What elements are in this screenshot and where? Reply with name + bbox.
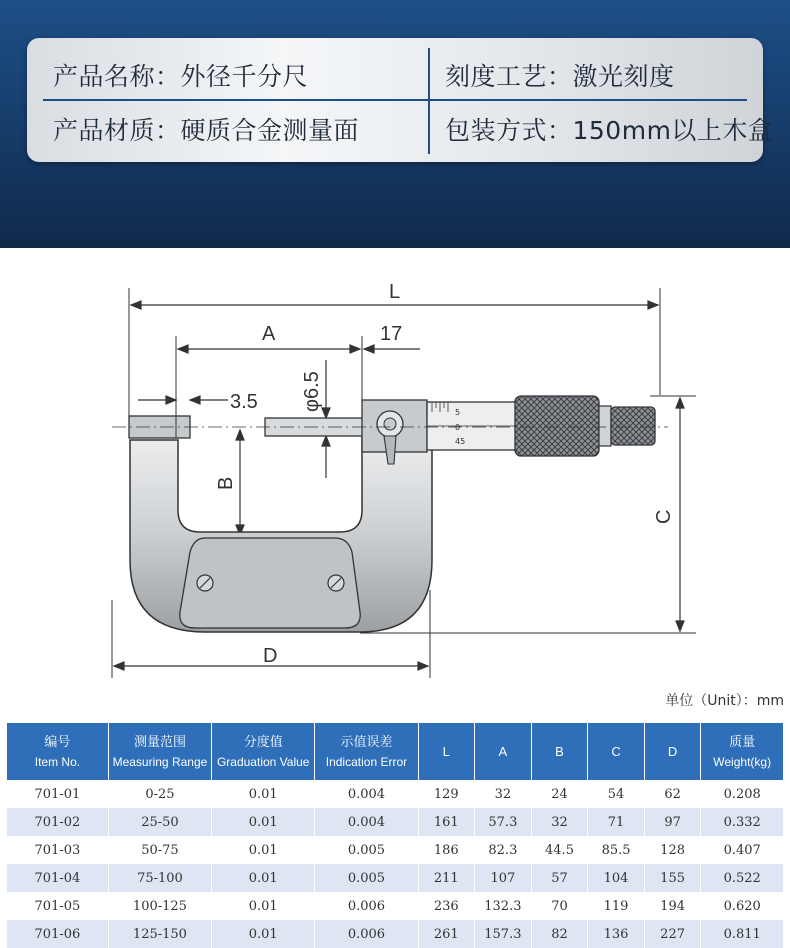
cell-C: 136 [588, 920, 644, 948]
cell-L: 261 [419, 920, 475, 948]
dim-label-D: D [263, 645, 278, 667]
cell-weight: 0.208 [701, 780, 783, 808]
cell-B: 57 [532, 864, 588, 892]
cell-A: 57.3 [475, 808, 531, 836]
cell-L: 186 [419, 836, 475, 864]
cell-item-no: 701-06 [7, 920, 108, 948]
cell-A: 107 [475, 864, 531, 892]
dim-label-A: A [262, 323, 276, 345]
header-item-no: 编号 Item No. [7, 723, 108, 780]
table-row [7, 808, 783, 836]
spec-banner [0, 0, 790, 248]
dim-label-C: C [653, 509, 675, 524]
cell-C: 54 [588, 780, 644, 808]
cell-error: 0.005 [315, 864, 417, 892]
cell-graduation: 0.01 [212, 892, 314, 920]
cell-range: 125-150 [109, 920, 211, 948]
cell-D: 227 [645, 920, 701, 948]
cell-graduation: 0.01 [212, 864, 314, 892]
cell-graduation: 0.01 [212, 836, 314, 864]
cell-item-no: 701-01 [7, 780, 108, 808]
cell-C: 85.5 [588, 836, 644, 864]
table-row [7, 892, 783, 920]
cell-range: 50-75 [109, 836, 211, 864]
table-header-row [7, 723, 783, 780]
cell-range: 0-25 [109, 780, 211, 808]
thimble-mark-5: 5 [455, 408, 461, 417]
cell-A: 32 [475, 780, 531, 808]
header-D: D [645, 723, 701, 780]
table-row [7, 864, 783, 892]
cell-error: 0.004 [315, 808, 417, 836]
header-L: L [419, 723, 475, 780]
cell-B: 70 [532, 892, 588, 920]
cell-weight: 0.407 [701, 836, 783, 864]
ratchet-knurl [611, 407, 655, 445]
dim-label-17: 17 [380, 323, 403, 345]
cell-B: 44.5 [532, 836, 588, 864]
cell-graduation: 0.01 [212, 780, 314, 808]
cell-B: 82 [532, 920, 588, 948]
cell-D: 155 [645, 864, 701, 892]
cell-weight: 0.811 [701, 920, 783, 948]
cell-graduation: 0.01 [212, 808, 314, 836]
table-row [7, 836, 783, 864]
cell-weight: 0.332 [701, 808, 783, 836]
thimble-mark-45: 45 [455, 437, 466, 446]
cell-range: 100-125 [109, 892, 211, 920]
cell-C: 71 [588, 808, 644, 836]
cell-error: 0.004 [315, 780, 417, 808]
header-weight: 质量 Weight(kg) [701, 723, 783, 780]
cell-L: 236 [419, 892, 475, 920]
dim-label-L: L [389, 281, 401, 303]
header-A: A [475, 723, 531, 780]
dim-label-phi: φ6.5 [301, 371, 323, 412]
cell-L: 129 [419, 780, 475, 808]
spec-product-name: 产品名称：外径千分尺 [53, 61, 309, 91]
unit-note: 单位（Unit）：mm [665, 693, 784, 709]
spec-engraving: 刻度工艺：激光刻度 [445, 61, 675, 91]
thimble-knurl [515, 396, 599, 456]
spec-card [27, 38, 774, 162]
cell-D: 128 [645, 836, 701, 864]
header-B: B [532, 723, 588, 780]
spec-material: 产品材质：硬质合金测量面 [53, 115, 360, 145]
cell-A: 82.3 [475, 836, 531, 864]
cell-error: 0.005 [315, 836, 417, 864]
cell-graduation: 0.01 [212, 920, 314, 948]
spec-packaging: 包装方式：150mm以上木盒 [445, 115, 774, 145]
cell-C: 119 [588, 892, 644, 920]
cell-A: 157.3 [475, 920, 531, 948]
micrometer-drawing [0, 266, 790, 686]
cell-weight: 0.522 [701, 864, 783, 892]
cell-item-no: 701-02 [7, 808, 108, 836]
table-row [7, 780, 783, 808]
cell-C: 104 [588, 864, 644, 892]
header-C: C [588, 723, 644, 780]
cell-error: 0.006 [315, 892, 417, 920]
header-indication-error: 示值误差 Indication Error [315, 723, 417, 780]
dim-label-B: B [215, 476, 237, 490]
thimble-mark-0: 0 [455, 423, 461, 432]
cell-item-no: 701-05 [7, 892, 108, 920]
cell-L: 161 [419, 808, 475, 836]
cell-D: 62 [645, 780, 701, 808]
header-measuring-range: 测量范围 Measuring Range [109, 723, 211, 780]
cell-B: 32 [532, 808, 588, 836]
cell-range: 25-50 [109, 808, 211, 836]
cell-A: 132.3 [475, 892, 531, 920]
cell-D: 194 [645, 892, 701, 920]
cell-error: 0.006 [315, 920, 417, 948]
dim-label-3-5: 3.5 [230, 391, 258, 413]
cell-D: 97 [645, 808, 701, 836]
table-row [7, 920, 783, 948]
cell-range: 75-100 [109, 864, 211, 892]
cell-item-no: 701-04 [7, 864, 108, 892]
cell-L: 211 [419, 864, 475, 892]
cell-B: 24 [532, 780, 588, 808]
header-graduation-value: 分度值 Graduation Value [212, 723, 314, 780]
spec-table [6, 723, 784, 948]
cell-item-no: 701-03 [7, 836, 108, 864]
cell-weight: 0.620 [701, 892, 783, 920]
